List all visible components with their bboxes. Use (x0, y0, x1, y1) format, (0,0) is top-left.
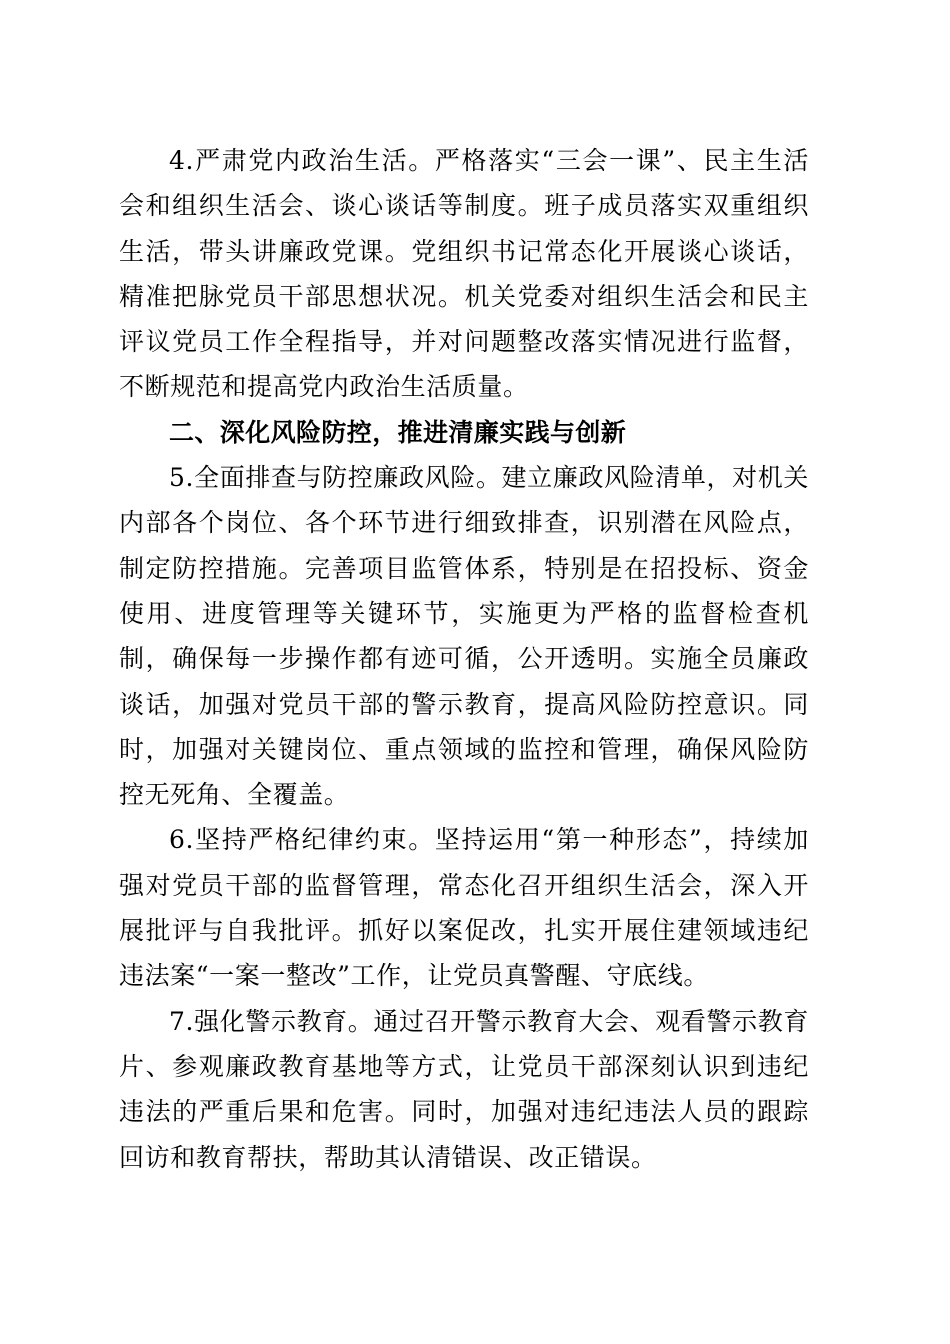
paragraph-item-5: 5.全面排查与防控廉政风险。建立廉政风险清单，对机关内部各个岗位、各个环节进行细致排查，识别潜在风险点，制定防控措施。完善项目监管体系，特别是在招投标、资金使用、进度管理等关键环节，实施更为严格的监督检查机制，确保每一步操作都有迹可循，公开透明。实施全员廉政谈话，加强对党员干部的警示教育，提高风险防控意识。同时，加强对关键岗位、重点领域的监控和管理，确保风险防控无死角、全覆盖。 (119, 463, 809, 810)
paragraph-item-4: 4.严肃党内政治生活。严格落实“三会一课”、民主生活会和组织生活会、谈心谈话等制度。班子成员落实双重组织生活，带头讲廉政党课。党组织书记常态化开展谈心谈话，精准把脉党员干部思想状况。机关党委对组织生活会和民主评议党员工作全程指导，并对问题整改落实情况进行监督，不断规范和提高党内政治生活质量。 (119, 146, 809, 402)
section-heading-2: 二、深化风险防控，推进清廉实践与创新 (169, 417, 627, 447)
document-page (119, 138, 809, 1180)
paragraph-item-7: 7.强化警示教育。通过召开警示教育大会、观看警示教育片、参观廉政教育基地等方式，让党员干部深刻认识到违纪违法的严重后果和危害。同时，加强对违纪违法人员的跟踪回访和教育帮扶，帮助其认清错误、改正错误。 (119, 1006, 809, 1172)
paragraph-item-6: 6.坚持严格纪律约束。坚持运用“第一种形态”，持续加强对党员干部的监督管理，常态化召开组织生活会，深入开展批评与自我批评。抓好以案促改，扎实开展住建领域违纪违法案“一案一整改”工作，让党员真警醒、守底线。 (119, 825, 809, 991)
